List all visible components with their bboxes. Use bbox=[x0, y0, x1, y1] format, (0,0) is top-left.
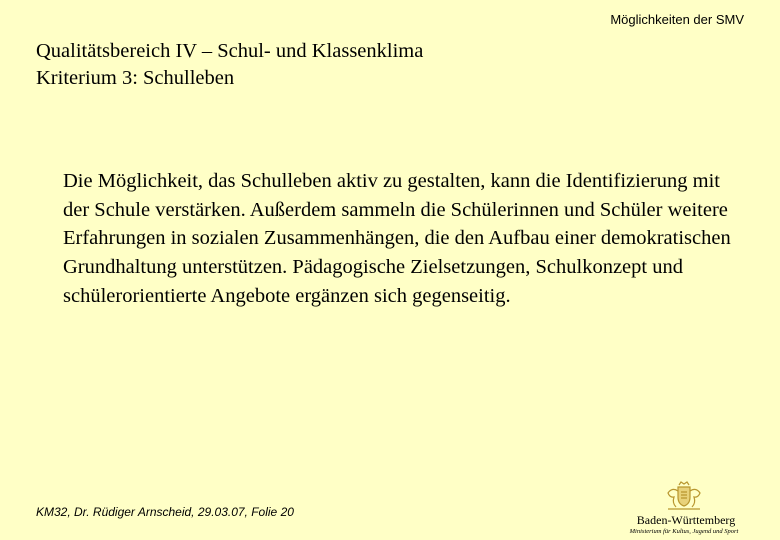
body-paragraph: Die Möglichkeit, das Schulleben aktiv zu gestalten, kann die Identifizierung mit der Schule verstärken. Außerdem sammeln die Schülerinnen und Schüler weitere Erfahrungen in sozialen Zusammenhängen, die den Aufbau einer demokratischen Grundhaltung unterstützen. Pädagogische Zielsetzungen, Schulkonzept und schülerorientierte Angebote ergänzen sich gegenseitig. bbox=[63, 170, 731, 307]
coat-of-arms-icon bbox=[662, 481, 706, 511]
title-line-2: Kriterium 3: Schulleben bbox=[36, 67, 235, 89]
footer-note: KM32, Dr. Rüdiger Arnscheid, 29.03.07, Folie 20 bbox=[36, 505, 294, 519]
title-line-1: Qualitätsbereich IV – Schul- und Klassenklima bbox=[36, 40, 424, 62]
state-name: Baden-Württemberg bbox=[636, 513, 736, 527]
title-block bbox=[36, 38, 423, 92]
ministry-name: Ministerium für Kultus, Jugend und Sport bbox=[629, 528, 739, 535]
header-label: Möglichkeiten der SMV bbox=[610, 12, 744, 27]
